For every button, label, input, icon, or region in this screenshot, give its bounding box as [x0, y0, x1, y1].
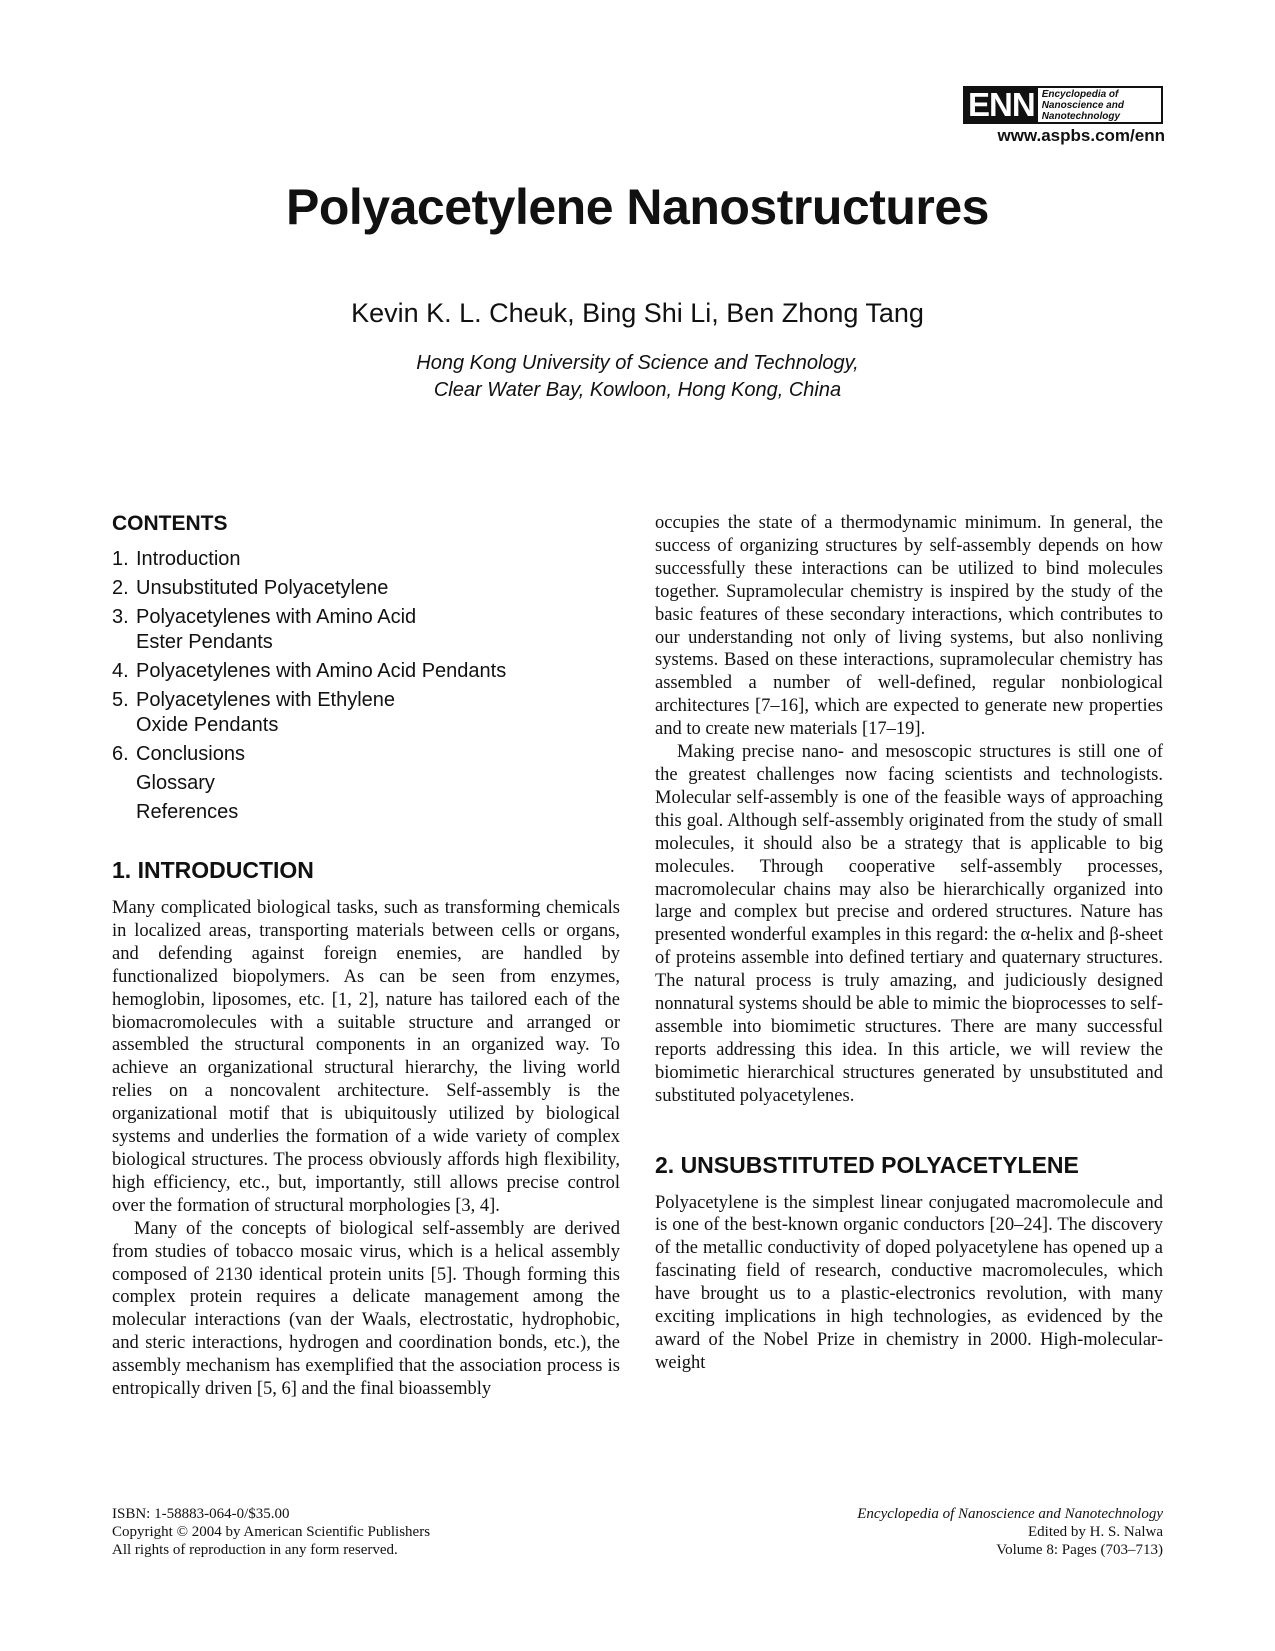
left-column — [112, 512, 620, 1401]
body-paragraph: Polyacetylene is the simplest linear conjugated macromolecule and is one of the best-known organic conductors [20–24]. The discovery of the metallic conductivity of doped polyacetylene has opened up a fascinating field of research, conductive macromolecules, which have brought us to a plastic-electronics revolution, with many exciting implications in high technologies, as evidenced by the award of the Nobel Prize in chemistry in 2000. High-molecular-weight — [655, 1192, 1163, 1373]
toc-item[interactable] — [112, 576, 620, 601]
affiliation-line: Hong Kong University of Science and Technology, — [416, 352, 859, 374]
toc-label: Introduction — [136, 548, 241, 570]
enn-logo-line: Nanoscience and — [1041, 99, 1124, 111]
enn-url-link[interactable]: www.aspbs.com/enn — [997, 126, 1165, 145]
enn-logo-text — [1038, 88, 1161, 122]
toc-item[interactable] — [112, 800, 620, 825]
body-paragraph: Many complicated biological tasks, such as transforming chemicals in localized areas, transporting materials between cells or organs, and defending against foreign enemies, are handled by functionalized biopolymers. As can be seen from enzymes, hemoglobin, liposomes, etc. [1, 2], nature has tailored each of the biomacromolecules with a suitable structure and arranged or assembled the structural components in an organized way. To achieve an organizational structural hierarchy, the living world relies on a noncovalent architecture. Self-assembly is the organizational motif that is ubiquitously utilized by biological systems and underlies the formation of a wide variety of complex biological structures. The process obviously affords high flexibility, high efficiency, etc., but, importantly, still allows precise control over the formation of structural morphologies [3, 4]. — [112, 898, 620, 1216]
section-heading-introduction: 1. INTRODUCTION — [112, 857, 314, 883]
body-paragraph: Many of the concepts of biological self-assembly are derived from studies of tobacco mosaic virus, which is a helical assembly composed of 2130 identical protein units [5]. Though forming this complex protein requires a delicate management among the molecular interactions (van der Waals, electrostatic, hydrophobic, and steric interactions, hydrogen and coordination bonds, etc.), the assembly mechanism has exemplified that the association process is entropically driven [5, 6] and the final bioassembly — [112, 1218, 620, 1400]
table-of-contents — [112, 547, 620, 825]
toc-number: 3. — [112, 606, 129, 628]
toc-item[interactable] — [112, 659, 620, 684]
footer-volume-pages: Volume 8: Pages (703–713) — [996, 1542, 1163, 1558]
section-heading-unsubstituted-polyacetylene: 2. UNSUBSTITUTED POLYACETYLENE — [655, 1151, 1079, 1178]
toc-label: Polyacetylenes with Ethylene Oxide Pendants — [136, 689, 396, 736]
toc-label: Conclusions — [136, 743, 245, 765]
toc-label: Glossary — [136, 772, 215, 794]
toc-number: 1. — [112, 548, 129, 570]
toc-number — [112, 771, 136, 796]
toc-item[interactable] — [112, 771, 620, 796]
enn-logo-line: Encyclopedia of — [1041, 88, 1119, 100]
toc-number: 2. — [112, 577, 129, 599]
toc-number: 6. — [112, 743, 129, 765]
enn-logo — [963, 86, 1163, 124]
toc-number: 4. — [112, 660, 129, 682]
body-paragraph: Making precise nano- and mesoscopic structures is still one of the greatest challenges now facing scientists and technologists. Molecular self-assembly is one of the feasible ways of approaching this goal. Although self-assembly originated from the study of small molecules, it should also be a strategy that is applicable to big molecules. Through cooperative self-assembly processes, macromolecular chains may also be hierarchically organized into large and complex but precise and ordered structures. Nature has presented wonderful examples in this regard: the α-helix and β-sheet of proteins assemble into defined tertiary and quaternary structures. The natural process is truly amazing, and judiciously designed nonnatural systems should be able to mimic the bioprocesses to self-assemble into biomimetic structures. There are many successful reports addressing this idea. In this article, we will review the biomimetic hierarchical structures generated by unsubstituted and substituted polyacetylenes. — [655, 742, 1163, 1106]
footer-publication-info — [112, 1505, 430, 1559]
footer-editor: Edited by H. S. Nalwa — [1028, 1524, 1163, 1540]
toc-number: 5. — [112, 689, 129, 711]
body-paragraph: occupies the state of a thermodynamic minimum. In general, the success of organizing structures by self-assembly depends on how successfully these interactions can be utilized to bind molecules together. Supramolecular chemistry is inspired by the study of the basic features of these secondary interactions, which contributes to our understanding not only of living systems, but also nonliving systems. Based on these interactions, supramolecular chemistry has assembled a number of well-defined, regular nonbiological architectures [7–16], which are expected to generate new properties and to create new materials [17–19]. — [655, 513, 1163, 740]
toc-label: Polyacetylenes with Amino Acid Pendants — [136, 660, 507, 682]
toc-number — [112, 800, 136, 825]
footer-encyclopedia-info — [760, 1505, 1163, 1559]
toc-label: Polyacetylenes with Amino Acid Ester Pendants — [136, 606, 417, 653]
footer-isbn: ISBN: 1-58883-064-0/$35.00 — [112, 1506, 290, 1522]
contents-heading: CONTENTS — [112, 512, 228, 535]
footer-encyclopedia-title: Encyclopedia of Nanoscience and Nanotechnology — [857, 1506, 1163, 1522]
enn-logo-mark: ENN — [965, 88, 1038, 122]
toc-item[interactable] — [112, 742, 620, 767]
footer-copyright: Copyright © 2004 by American Scientific Publishers — [112, 1524, 431, 1540]
article-authors: Kevin K. L. Cheuk, Bing Shi Li, Ben Zhong Tang — [351, 298, 924, 328]
article-title: Polyacetylene Nanostructures — [286, 179, 989, 235]
toc-item[interactable] — [112, 688, 422, 738]
right-column — [655, 512, 1163, 1375]
toc-label: Unsubstituted Polyacetylene — [136, 577, 389, 599]
article-affiliation — [0, 350, 1275, 404]
toc-item[interactable] — [112, 547, 620, 572]
toc-label: References — [136, 801, 239, 823]
toc-item[interactable] — [112, 605, 452, 655]
affiliation-line: Clear Water Bay, Kowloon, Hong Kong, China — [433, 379, 842, 401]
enn-logo-line: Nanotechnology — [1041, 110, 1121, 122]
footer-rights: All rights of reproduction in any form reserved. — [112, 1542, 398, 1558]
